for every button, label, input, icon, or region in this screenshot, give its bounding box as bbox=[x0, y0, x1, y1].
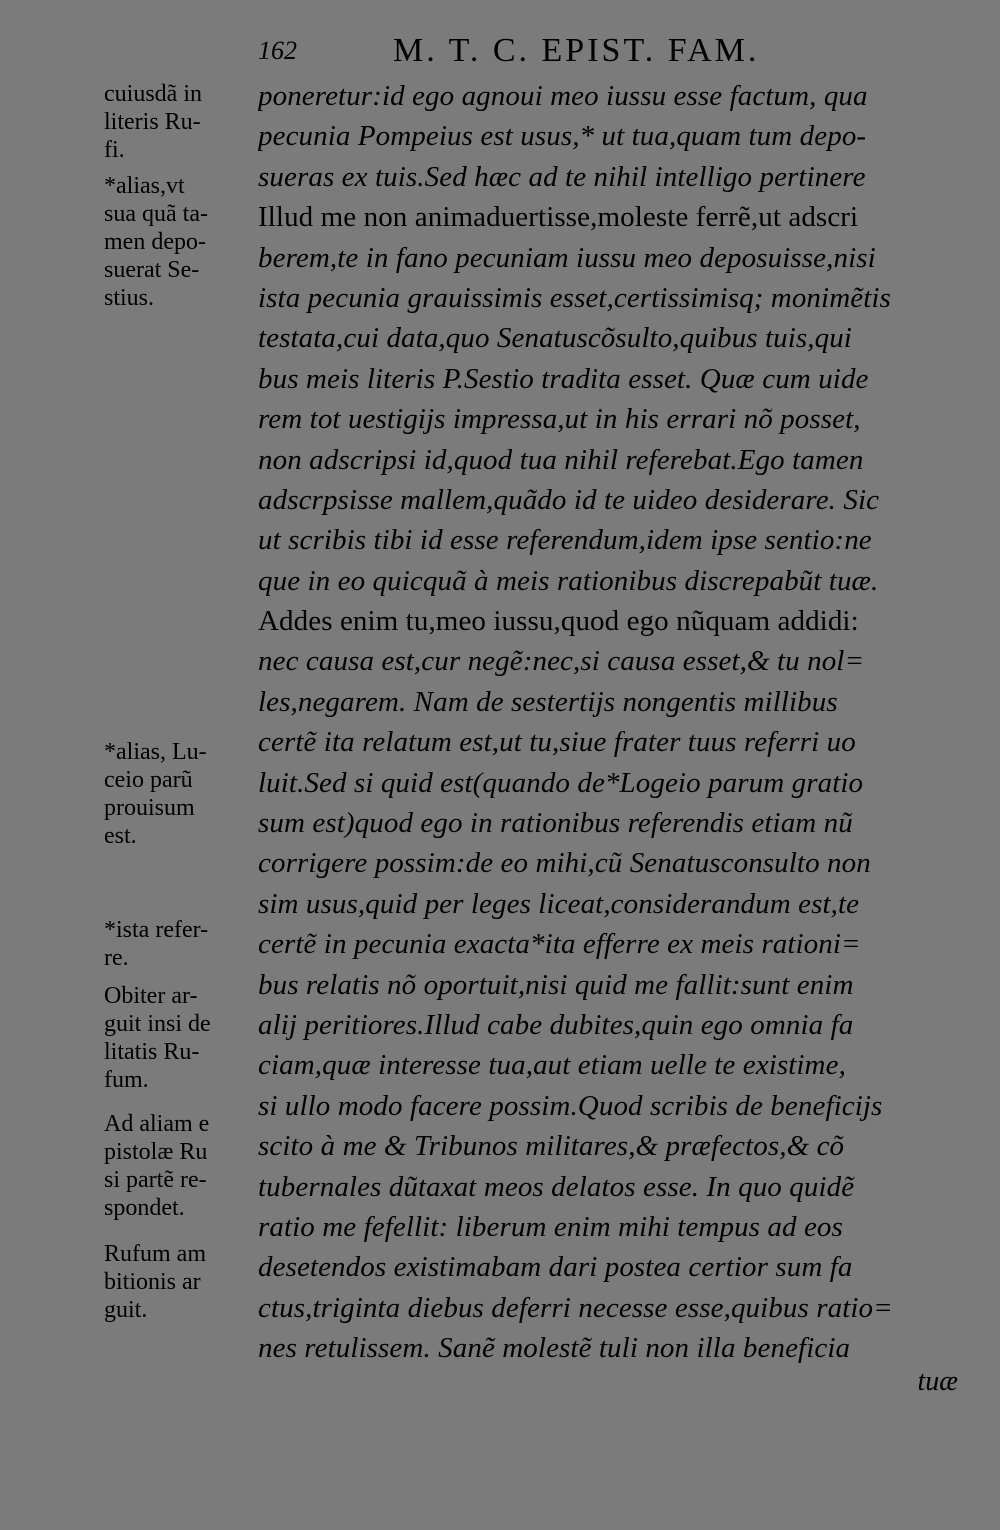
margin-note: *alias,vt sua quã ta- men depo- suerat Se- stius. bbox=[104, 173, 208, 311]
text-line: desetendos existimabam dari postea certior sum fa bbox=[258, 1251, 853, 1284]
margin-note: *alias, Lu- ceio parũ prouisum est. bbox=[104, 739, 207, 849]
margin-note: Ad aliam e pistolæ Ru si partẽ re- spondet. bbox=[104, 1111, 210, 1221]
text-line: sueras ex tuis.Sed hæc ad te nihil intelligo pertinere bbox=[258, 160, 866, 193]
text-line: pecunia Pompeius est usus,* ut tua,quam tum depo- bbox=[258, 120, 867, 153]
text-line: certẽ ita relatum est,ut tu,siue frater tuus referri uo bbox=[258, 726, 856, 759]
text-line: ciam,quæ interesse tua,aut etiam uelle te existime, bbox=[258, 1049, 846, 1082]
margin-note: cuiusdã in literis Ru- fi. bbox=[104, 81, 202, 163]
text-line: que in eo quicquã à meis rationibus discrepabũt tuæ. bbox=[258, 564, 879, 597]
text-line: rem tot uestigijs impressa,ut in his errari nõ posset, bbox=[258, 403, 861, 436]
text-line: ctus,triginta diebus deferri necesse esse,quibus ratio= bbox=[258, 1291, 893, 1324]
margin-note: Rufum am bitionis ar guit. bbox=[104, 1241, 206, 1323]
text-line: ratio me fefellit: liberum enim mihi tempus ad eos bbox=[258, 1210, 843, 1243]
main-text-block bbox=[258, 76, 970, 1369]
text-line: ut scribis tibi id esse referendum,idem ipse sentio:ne bbox=[258, 524, 872, 557]
text-line: bus relatis nõ oportuit,nisi quid me fallit:sunt enim bbox=[258, 968, 854, 1001]
margin-note: *ista refer- re. bbox=[104, 917, 209, 971]
text-line: non adscripsi id,quod tua nihil referebat.Ego tamen bbox=[258, 443, 864, 476]
text-line: nec causa est,cur negẽ:nec,si causa esset,& tu nol= bbox=[258, 645, 865, 678]
text-line: bus meis literis P.Sestio tradita esset. Quæ cum uide bbox=[258, 362, 869, 395]
text-line: ista pecunia grauissimis esset,certissimisq; monimẽtis bbox=[258, 281, 891, 314]
text-line: sum est)quod ego in rationibus referendis etiam nũ bbox=[258, 807, 853, 840]
text-line: Illud me non animaduertisse,moleste ferrẽ,ut adscri bbox=[258, 201, 859, 234]
text-line: si ullo modo facere possim.Quod scribis de beneficijs bbox=[258, 1089, 883, 1122]
text-line: poneretur:id ego agnoui meo iussu esse factum, qua bbox=[258, 80, 868, 112]
text-line: scito à me & Tribunos militares,& præfectos,& cõ bbox=[258, 1130, 845, 1163]
text-line: corrigere possim:de eo mihi,cũ Senatusconsulto non bbox=[258, 847, 871, 880]
text-line: testata,cui data,quo Senatuscõsulto,quibus tuis,qui bbox=[258, 322, 852, 355]
text-line: certẽ in pecunia exacta*ita efferre ex meis rationi= bbox=[258, 928, 861, 961]
text-line: sim usus,quid per leges liceat,considerandum est,te bbox=[258, 887, 860, 920]
text-line: luit.Sed si quid est(quando de*Logeio parum gratio bbox=[258, 766, 864, 799]
text-line: tubernales dũtaxat meos delatos esse. In quo quidẽ bbox=[258, 1170, 855, 1203]
text-line: adscrpsisse mallem,quãdo id te uideo desiderare. Sic bbox=[258, 483, 880, 516]
running-head: M. T. C. EPIST. FAM. bbox=[393, 32, 760, 69]
text-line: les,negarem. Nam de sestertijs nongentis millibus bbox=[258, 685, 838, 718]
catchword: tuæ bbox=[917, 1366, 958, 1397]
page-header bbox=[258, 32, 958, 72]
text-line: Addes enim tu,meo iussu,quod ego nũquam addidi: bbox=[258, 605, 859, 638]
margin-note: Obiter ar- guit insi de litatis Ru- fum. bbox=[104, 983, 211, 1093]
text-line: nes retulissem. Sanẽ molestẽ tuli non illa beneficia bbox=[258, 1332, 851, 1365]
text-line: berem,te in fano pecuniam iussu meo deposuisse,nisi bbox=[258, 241, 876, 274]
text-line: alij peritiores.Illud cabe dubites,quin ego omnia fa bbox=[258, 1008, 854, 1041]
page-number: 162 bbox=[258, 36, 297, 65]
